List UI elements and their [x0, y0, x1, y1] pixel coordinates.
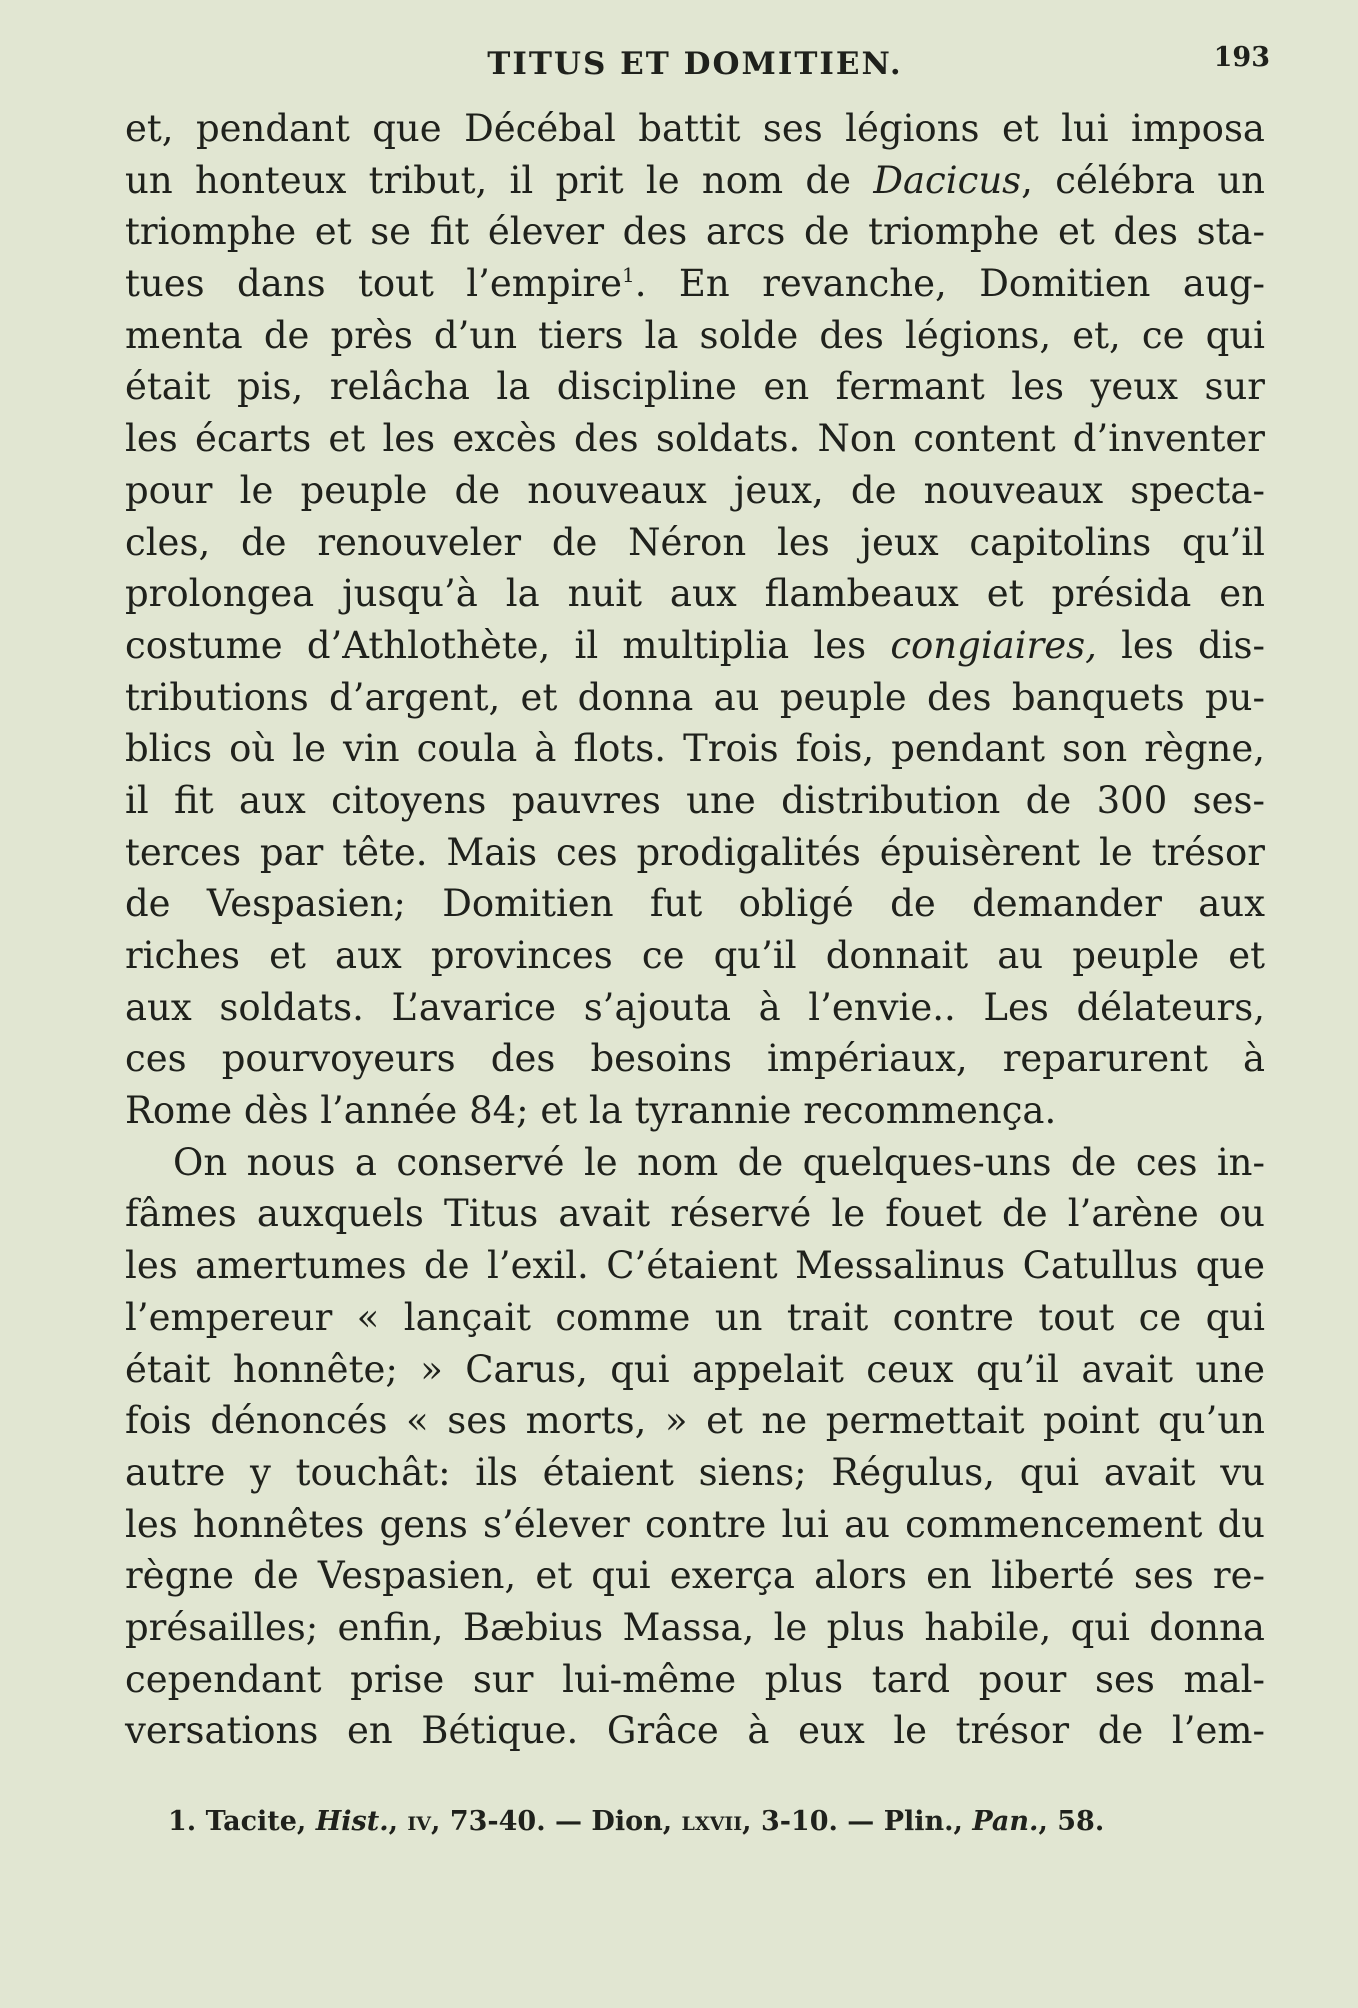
- text-line: [125, 310, 1265, 362]
- text-segment: costume d’Athlothète, il multiplia les: [125, 623, 891, 667]
- text-segment: menta de près d’un tiers la solde des légions, et, ce qui: [125, 313, 1265, 357]
- text-segment: prolongea jusqu’à la nuit aux flambeaux et présida en: [125, 572, 1265, 616]
- text-segment: terces par tête. Mais ces prodigalités épuisèrent le trésor: [125, 830, 1265, 874]
- text-line: [125, 1550, 1265, 1602]
- text-line: [125, 723, 1265, 775]
- text-line: [125, 672, 1265, 724]
- text-line: [125, 1033, 1265, 1085]
- text-line: [125, 930, 1265, 982]
- text-segment: autre y touchât: ils étaient siens; Régulus, qui avait vu: [125, 1450, 1265, 1494]
- footnote: [168, 1806, 1238, 1837]
- text-line: [125, 982, 1265, 1034]
- text-line: [125, 1085, 1265, 1137]
- footnote-work-title: Hist.: [315, 1806, 389, 1837]
- footnote-work-title: Pan.: [972, 1806, 1039, 1837]
- text-segment: un honteux tribut, il prit le nom de: [125, 158, 874, 202]
- text-segment: cependant prise sur lui-même plus tard pour ses mal-: [125, 1657, 1265, 1701]
- footnote-text: , 3-10. — Plin.,: [742, 1806, 973, 1837]
- text-segment: était honnête; » Carus, qui appelait ceux qu’il avait une: [125, 1347, 1265, 1391]
- footnote-text: ,: [388, 1806, 408, 1837]
- text-segment: cles, de renouveler de Néron les jeux capitolins qu’il: [125, 520, 1265, 564]
- text-segment: l’empereur « lançait comme un trait contre tout ce qui: [125, 1295, 1265, 1339]
- body-text: [125, 103, 1265, 1757]
- text-segment: les amertumes de l’exil. C’étaient Messalinus Catullus que: [125, 1244, 1265, 1288]
- text-segment: règne de Vespasien, et qui exerça alors en liberté ses re-: [125, 1554, 1265, 1598]
- text-line: [125, 155, 1265, 207]
- text-line: [125, 620, 1265, 672]
- text-line: [125, 1654, 1265, 1706]
- text-segment: Rome dès l’année 84; et la tyrannie recommença.: [125, 1089, 1057, 1133]
- text-line: [125, 1137, 1265, 1189]
- text-line: [125, 1395, 1265, 1447]
- text-line: [125, 103, 1265, 155]
- text-line: [125, 206, 1265, 258]
- footnote-text: , 58.: [1038, 1806, 1105, 1837]
- text-segment: On nous a conservé le nom de quelques-uns de ces in-: [173, 1140, 1265, 1184]
- footnote-text: Tacite,: [196, 1806, 316, 1837]
- text-segment: pour le peuple de nouveaux jeux, de nouveaux specta-: [125, 468, 1265, 512]
- text-line: [125, 413, 1265, 465]
- text-line: [125, 1188, 1265, 1240]
- text-segment: aux soldats. L’avarice s’ajouta à l’envie.. Les délateurs,: [125, 985, 1265, 1029]
- text-segment: et, pendant que Décébal battit ses légions et lui imposa: [125, 107, 1265, 150]
- text-line: [125, 258, 1265, 310]
- text-segment: triomphe et se fit élever des arcs de triomphe et des sta-: [125, 210, 1265, 254]
- footnote-roman-numeral: lxvii: [681, 1806, 743, 1837]
- text-segment: riches et aux provinces ce qu’il donnait au peuple et: [125, 934, 1265, 977]
- text-segment: tues dans tout l’empire: [125, 262, 622, 306]
- text-line: [125, 1240, 1265, 1292]
- text-segment: versations en Bétique. Grâce à eux le trésor de l’em-: [125, 1709, 1265, 1753]
- footnote-number: 1.: [168, 1806, 197, 1837]
- footnote-marker: 1: [621, 263, 635, 288]
- italic-term: Dacicus: [873, 158, 1022, 202]
- text-segment: présailles; enfin, Bæbius Massa, le plus habile, qui donna: [125, 1605, 1265, 1649]
- text-segment: fâmes auxquels Titus avait réservé le fouet de l’arène ou: [125, 1192, 1265, 1236]
- text-segment: fois dénoncés « ses morts, » et ne permettait point qu’un: [125, 1399, 1265, 1443]
- text-line: [125, 878, 1265, 930]
- text-segment: tributions d’argent, et donna au peuple des banquets pu-: [125, 675, 1265, 719]
- text-line: [125, 1705, 1265, 1757]
- text-segment: les écarts et les excès des soldats. Non content d’inventer: [125, 417, 1265, 461]
- running-title: TITUS ET DOMITIEN.: [487, 46, 903, 82]
- text-line: [125, 1447, 1265, 1499]
- text-line: [125, 1292, 1265, 1344]
- running-head: [120, 42, 1270, 90]
- text-segment: blics où le vin coula à flots. Trois fois, pendant son règne,: [125, 727, 1265, 771]
- text-segment: , célébra un: [1021, 158, 1265, 202]
- text-segment: était pis, relâcha la discipline en fermant les yeux sur: [125, 365, 1265, 409]
- footnote-roman-numeral: iv: [407, 1806, 432, 1837]
- text-line: [125, 1344, 1265, 1396]
- text-line: [125, 465, 1265, 517]
- text-segment: . En revanche, Domitien aug-: [634, 262, 1266, 306]
- footnote-text: , 73-40. — Dion,: [431, 1806, 682, 1837]
- text-segment: ces pourvoyeurs des besoins impériaux, reparurent à: [125, 1037, 1265, 1081]
- page-number: 193: [1213, 42, 1270, 73]
- text-segment: de Vespasien; Domitien fut obligé de demander aux: [125, 882, 1265, 926]
- text-segment: il fit aux citoyens pauvres une distribution de 300 ses-: [125, 778, 1265, 822]
- text-line: [125, 361, 1265, 413]
- text-line: [125, 1602, 1265, 1654]
- text-line: [125, 775, 1265, 827]
- text-line: [125, 1499, 1265, 1551]
- text-line: [125, 568, 1265, 620]
- text-segment: les honnêtes gens s’élever contre lui au commencement du: [125, 1502, 1265, 1546]
- text-line: [125, 517, 1265, 569]
- text-segment: les dis-: [1096, 623, 1265, 667]
- text-line: [125, 827, 1265, 879]
- italic-term: congiaires,: [890, 623, 1097, 667]
